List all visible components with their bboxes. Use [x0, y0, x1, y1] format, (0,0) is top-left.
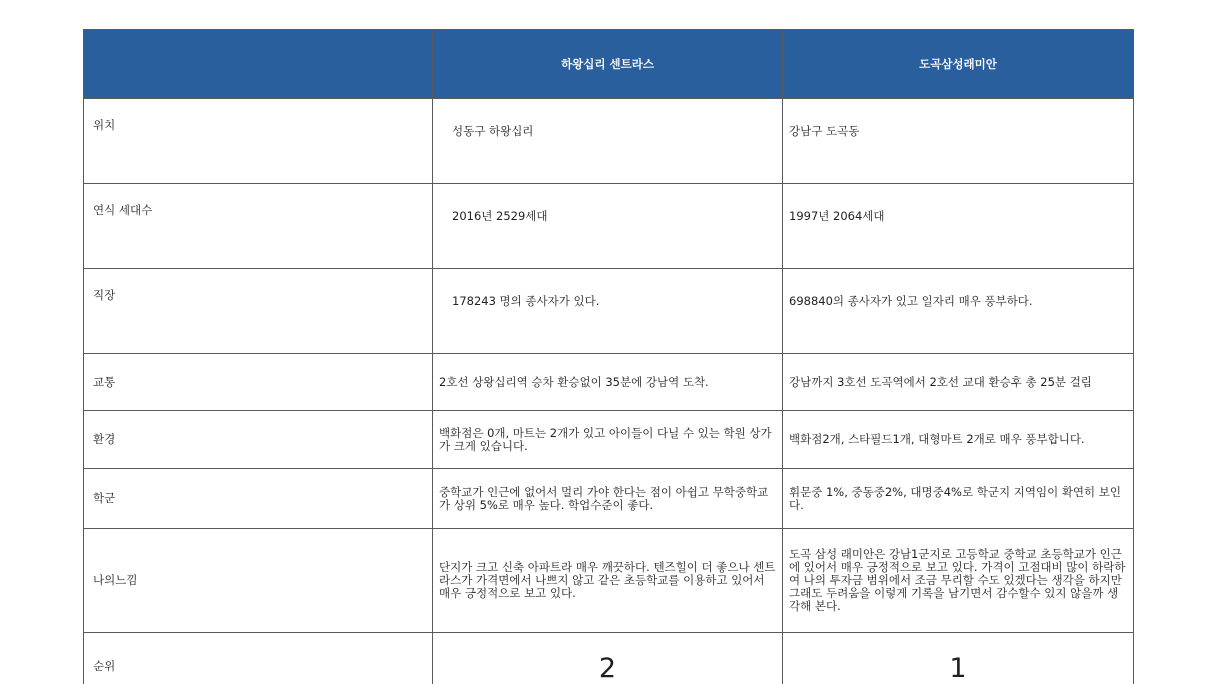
rank-value-b: 1	[783, 633, 1134, 684]
cell-a: 백화점은 0개, 마트는 2개가 있고 아이들이 다닐 수 있는 학원 상가가 크게 있습니다.	[433, 411, 783, 469]
row-label: 나의느낌	[84, 529, 433, 633]
header-row	[84, 30, 1134, 99]
row-label: 연식 세대수	[84, 184, 433, 269]
row-label: 위치	[84, 99, 433, 184]
rank-value-a: 2	[433, 633, 783, 684]
cell-b: 도곡 삼성 래미안은 강남1군지로 고등학교 중학교 초등학교가 인근에 있어서 매우 긍정적으로 보고 있다. 가격이 고점대비 많이 하락하여 나의 투자금 범위에서 조금 무리할 수도 있겠다는 생각을 하지만 그래도 두려움을 이렇게 기록을 남기면서 감수할수 있지 않을까 생각해 본다.	[783, 529, 1134, 633]
row-label: 교통	[84, 354, 433, 411]
header-empty-cell	[84, 30, 433, 99]
cell-a: 2호선 상왕십리역 승차 환승없이 35분에 강남역 도착.	[433, 354, 783, 411]
cell-a: 중학교가 인근에 없어서 멀리 가야 한다는 점이 아쉽고 무학중학교가 상위 5%로 매우 높다. 학업수준이 좋다.	[433, 469, 783, 529]
cell-a: 2016년 2529세대	[433, 184, 783, 269]
row-label: 학군	[84, 469, 433, 529]
table-row	[84, 529, 1134, 633]
cell-a: 178243 명의 종사자가 있다.	[433, 269, 783, 354]
cell-b: 백화점2개, 스타필드1개, 대형마트 2개로 매우 풍부합니다.	[783, 411, 1134, 469]
cell-b: 강남구 도곡동	[783, 99, 1134, 184]
comparison-table	[83, 29, 1134, 684]
cell-b: 1997년 2064세대	[783, 184, 1134, 269]
table-row	[84, 411, 1134, 469]
table-row	[84, 354, 1134, 411]
table-row	[84, 184, 1134, 269]
row-label: 순위	[84, 633, 433, 684]
cell-a: 성동구 하왕십리	[433, 99, 783, 184]
table-row	[84, 469, 1134, 529]
row-label: 환경	[84, 411, 433, 469]
cell-b: 휘문중 1%, 중동중2%, 대명중4%로 학군지 지역임이 확연히 보인다.	[783, 469, 1134, 529]
table-row	[84, 99, 1134, 184]
row-label: 직장	[84, 269, 433, 354]
header-dogok-samsung-raemian: 도곡삼성래미안	[783, 30, 1134, 99]
cell-a: 단지가 크고 신축 아파트라 매우 깨끗하다. 텐즈힐이 더 좋으나 센트라스가 가격면에서 나쁘지 않고 같은 초등학교를 이용하고 있어서 매우 긍정적으로 보고 있다.	[433, 529, 783, 633]
header-hawangsimni-centras: 하왕십리 센트라스	[433, 30, 783, 99]
table-row	[84, 633, 1134, 684]
table-row	[84, 269, 1134, 354]
cell-b: 강남까지 3호선 도곡역에서 2호선 교대 환승후 총 25분 걸림	[783, 354, 1134, 411]
cell-b: 698840의 종사자가 있고 일자리 매우 풍부하다.	[783, 269, 1134, 354]
